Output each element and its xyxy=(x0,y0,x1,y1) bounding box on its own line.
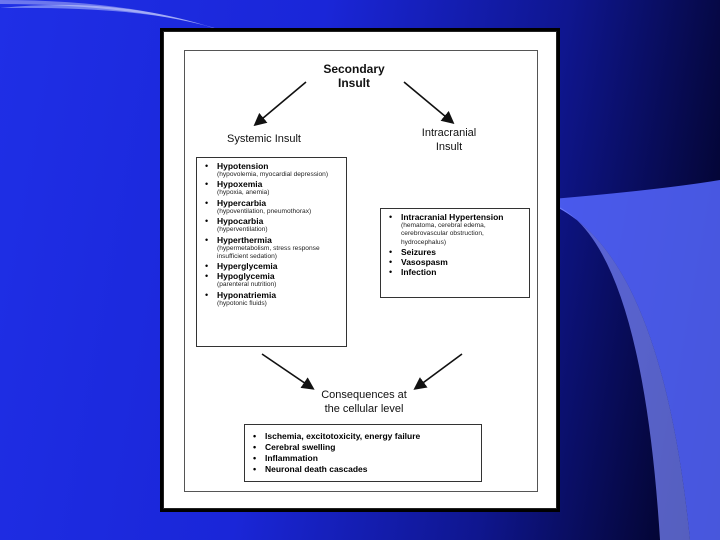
item-label: Vasospasm xyxy=(401,257,448,268)
list-item: • Cerebral swelling xyxy=(249,442,477,453)
list-item xyxy=(201,179,342,197)
list-item xyxy=(201,290,342,308)
arrow-systemic-to-consequences xyxy=(262,354,312,388)
item-label: Infection xyxy=(401,267,437,278)
item-label: Hyperglycemia xyxy=(217,261,278,272)
consequences-label: Consequences at the cellular level xyxy=(321,389,407,415)
item-label: Hypotension xyxy=(217,161,269,171)
item-detail: (parenteral nutrition) xyxy=(217,281,277,289)
list-item xyxy=(201,271,342,289)
decorative-swoosh-right xyxy=(540,180,720,540)
list-item xyxy=(201,235,342,262)
list-item xyxy=(201,161,342,179)
systemic-insult-list xyxy=(201,161,342,308)
item-label: Hypocarbia xyxy=(217,216,264,227)
systemic-insult-label: Systemic Insult xyxy=(227,133,301,145)
item-label: Intracranial Hypertension xyxy=(401,212,504,222)
arrow-intracranial-to-consequences xyxy=(416,354,462,388)
intracranial-insult-label: Intracranial Insult xyxy=(421,127,477,153)
item-detail: (hyperventilation) xyxy=(217,226,268,234)
list-item xyxy=(385,267,525,277)
systemic-insult-box xyxy=(196,157,347,347)
list-item: • Neuronal death cascades xyxy=(249,464,477,475)
item-label: Hypercarbia xyxy=(217,197,267,208)
item-label: Hyperthermia xyxy=(217,234,272,245)
item-label: Hypoglycemia xyxy=(217,271,275,282)
list-item xyxy=(385,257,525,267)
item-detail: (hypoventilation, pneumothorax) xyxy=(217,207,312,215)
diagram-title: Secondary Insult xyxy=(323,62,385,90)
item-detail: (hypermetabolism, stress response insufficient sedation) xyxy=(217,244,320,261)
item-label: Hypoxemia xyxy=(217,179,263,190)
list-item xyxy=(201,198,342,216)
item-label: Seizures xyxy=(401,247,436,258)
list-item: • Inflammation xyxy=(249,453,477,464)
list-item xyxy=(201,216,342,234)
consequences-box xyxy=(244,424,482,482)
item-detail: (hypovolemia, myocardial depression) xyxy=(217,171,329,178)
list-item xyxy=(201,261,342,271)
list-item xyxy=(385,247,525,257)
list-item xyxy=(385,212,525,247)
intracranial-insult-list xyxy=(385,212,525,277)
item-label: Hyponatriemia xyxy=(217,289,277,300)
intracranial-insult-box xyxy=(380,208,530,298)
item-detail: (hypotonic fluids) xyxy=(217,299,267,307)
diagram-panel xyxy=(163,31,557,509)
slide-image-frame xyxy=(160,28,560,512)
item-detail: (hypoxia, anemia) xyxy=(217,189,270,197)
consequences-list xyxy=(249,431,477,475)
list-item: • Ischemia, excitotoxicity, energy failure xyxy=(249,431,477,442)
item-detail: (hematoma, cerebral edema, cerebrovascular obstruction, hydrocephalus) xyxy=(401,222,486,246)
